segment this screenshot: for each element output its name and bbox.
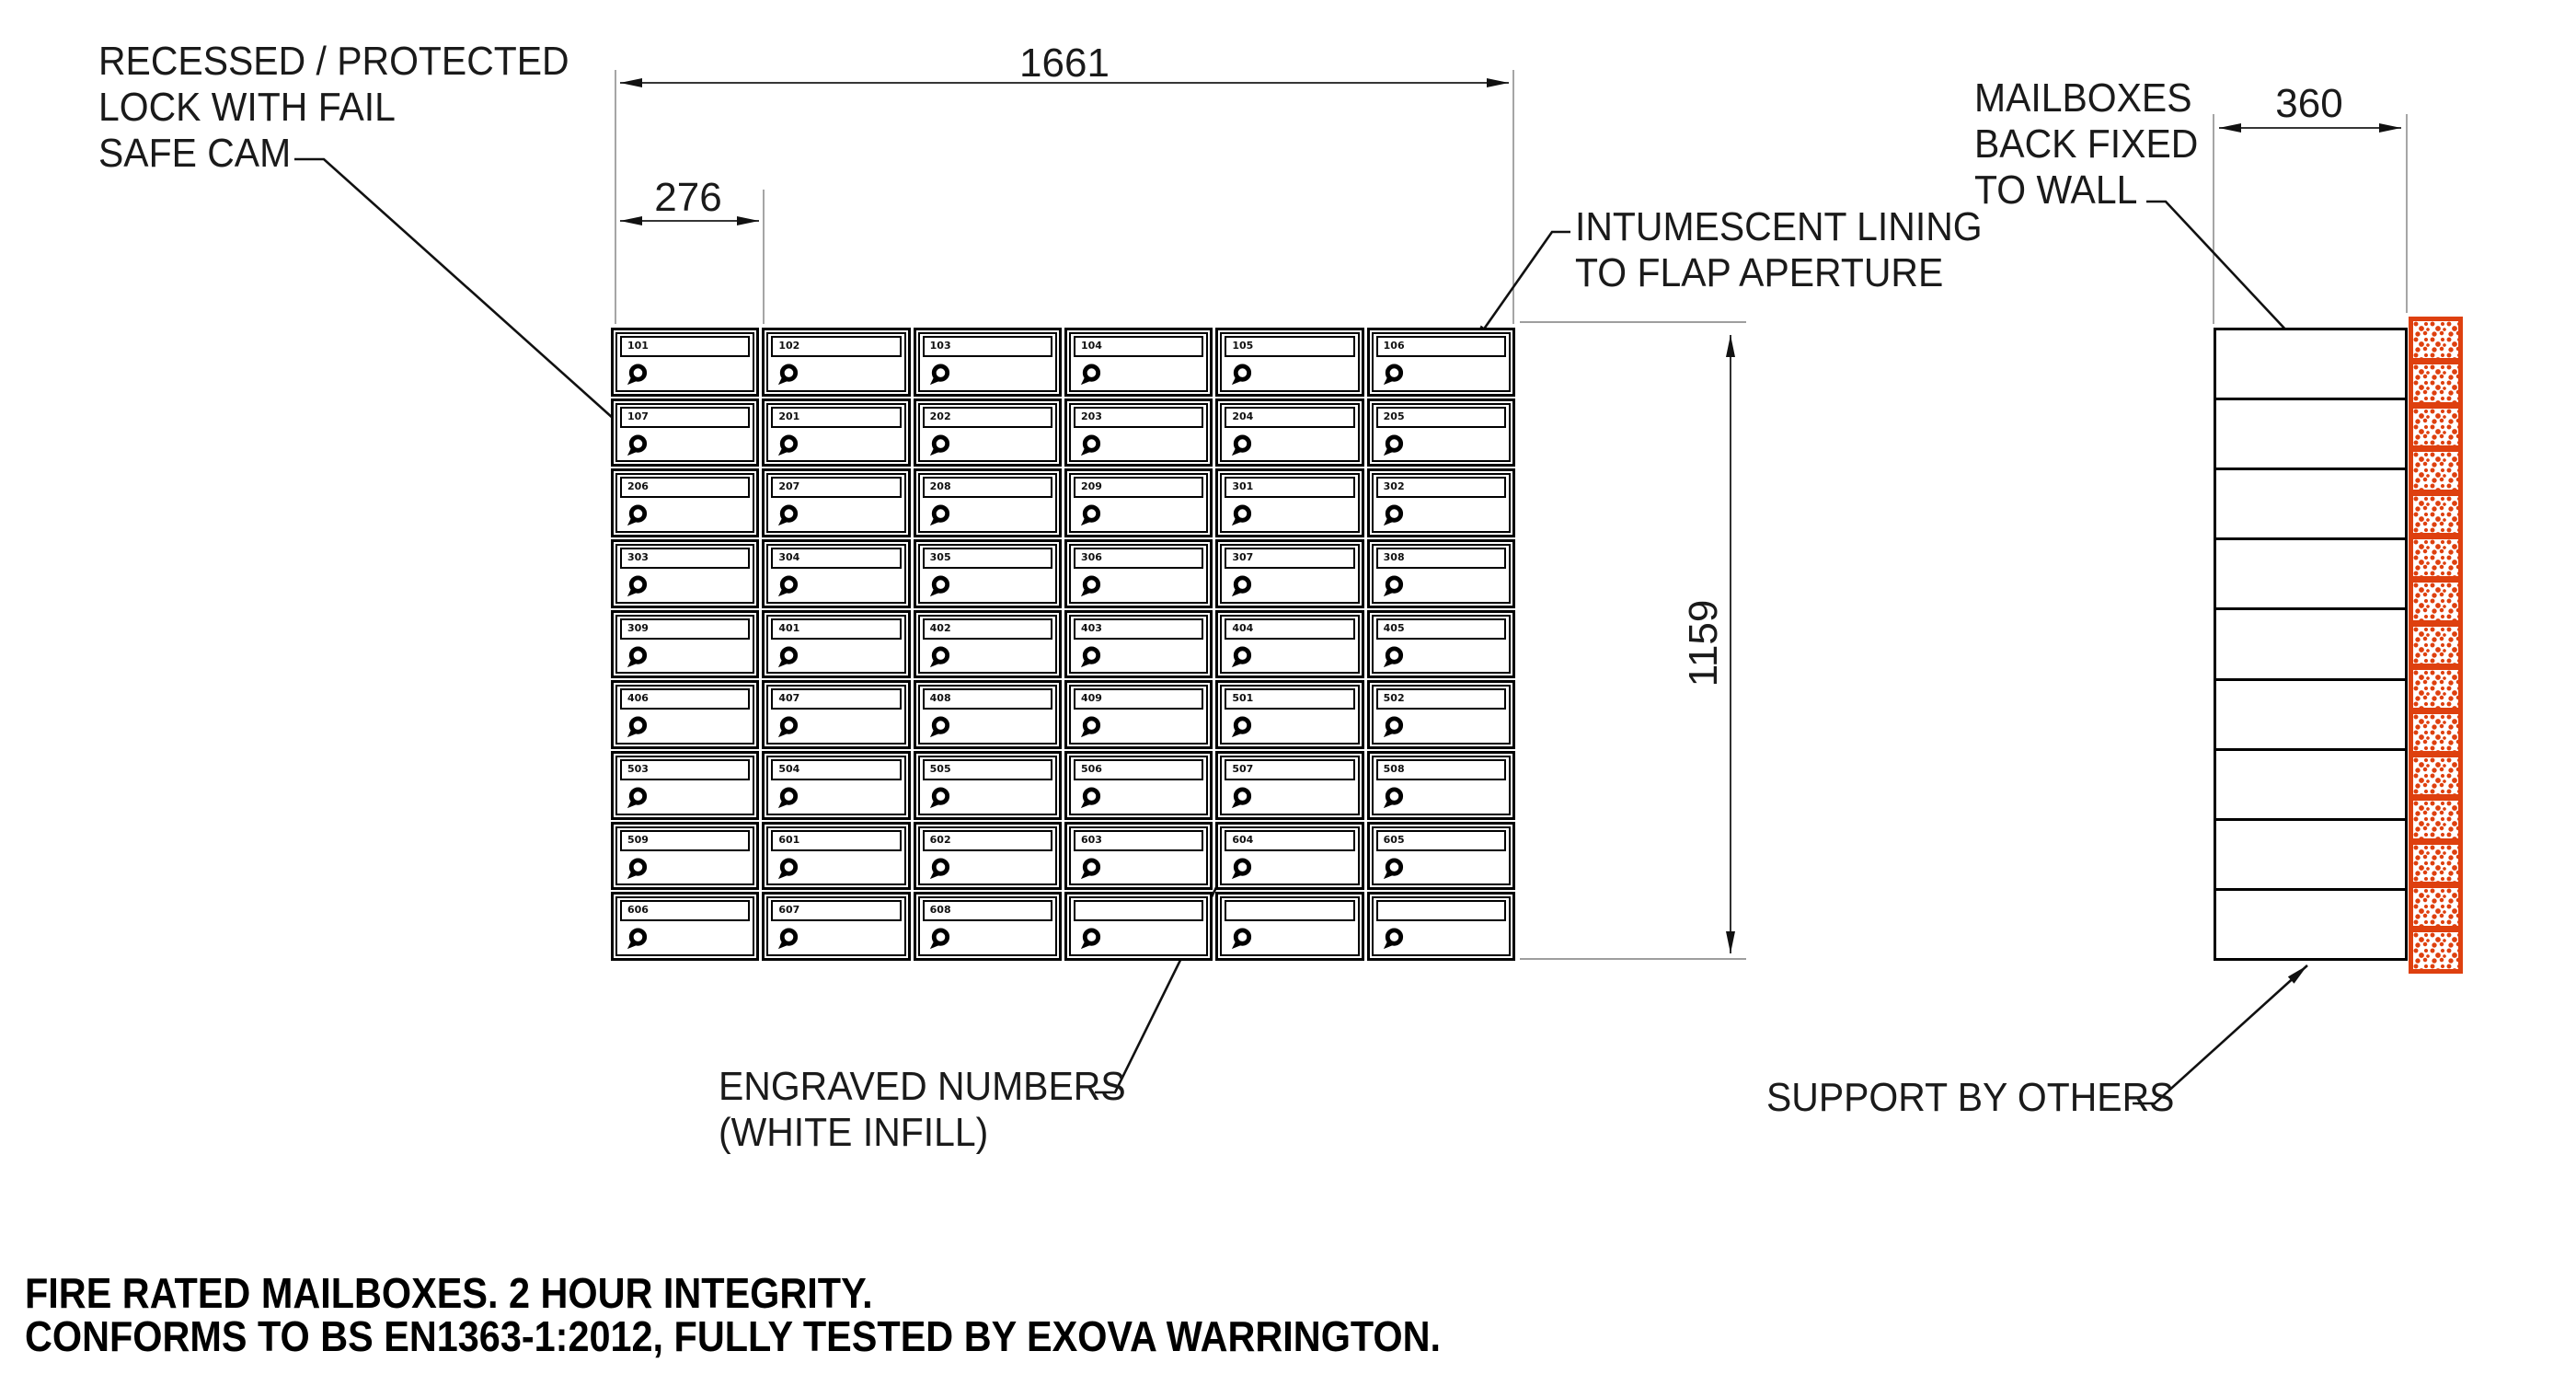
fire-rating-notes	[25, 1269, 1442, 1360]
mailbox-cell	[1064, 539, 1213, 608]
side-view-row	[2214, 328, 2408, 400]
mailbox-cell	[914, 610, 1062, 679]
mailbox-flap	[766, 403, 905, 463]
lock-icon	[1079, 716, 1102, 739]
leader-recessed-lock	[294, 159, 640, 443]
mailbox-flap	[918, 473, 1057, 533]
mailbox-cell	[611, 751, 759, 820]
mailbox-flap	[918, 403, 1057, 463]
mailbox-cell	[611, 398, 759, 468]
lock-icon	[776, 504, 799, 527]
mailbox-number-plate: 409	[1074, 688, 1203, 710]
intumescent-segment	[2413, 583, 2458, 619]
mailbox-number-plate: 602	[923, 830, 1052, 851]
mailbox-cell	[1367, 539, 1515, 608]
mailbox-number-plate: 101	[620, 336, 750, 357]
dim-value-unit-width: 276	[654, 175, 722, 220]
side-view-row	[2214, 537, 2408, 610]
mailbox-cell	[914, 822, 1062, 891]
lock-icon	[626, 504, 649, 527]
dim-value-overall-height: 1159	[1681, 599, 1726, 687]
side-view-row	[2214, 748, 2408, 821]
mailbox-flap	[1069, 896, 1208, 956]
mailbox-flap	[766, 332, 905, 392]
mailbox-cell	[1064, 892, 1213, 961]
mailbox-number-plate: 405	[1376, 618, 1506, 640]
lock-icon	[1079, 504, 1102, 527]
label-line: RECESSED / PROTECTED	[98, 39, 569, 84]
intumescent-segment	[2413, 888, 2458, 925]
mailbox-cell	[914, 468, 1062, 537]
mailbox-cell	[1064, 680, 1213, 749]
mailbox-number-plate: 504	[771, 759, 901, 780]
intumescent-strip	[2409, 317, 2463, 974]
mailbox-number-plate: 107	[620, 407, 750, 428]
mailbox-cell	[1367, 328, 1515, 397]
mailbox-flap	[918, 896, 1057, 956]
side-elevation	[2214, 328, 2408, 961]
label-line: BACK FIXED	[1974, 121, 2199, 167]
lock-icon	[928, 364, 951, 387]
intumescent-segment	[2413, 627, 2458, 664]
mailbox-cell	[1215, 328, 1363, 397]
mailbox-number-plate: 104	[1074, 336, 1203, 357]
intumescent-segment	[2413, 932, 2458, 969]
intumescent-segment	[2413, 801, 2458, 837]
mailbox-flap	[918, 685, 1057, 745]
lock-icon	[776, 716, 799, 739]
mailbox-cell	[762, 398, 910, 468]
label-support-by-others: SUPPORT BY OTHERS	[1766, 1075, 2175, 1120]
mailbox-flap	[1069, 685, 1208, 745]
mailbox-flap	[918, 826, 1057, 886]
intumescent-segment	[2413, 845, 2458, 882]
lock-icon	[1382, 716, 1405, 739]
intumescent-segment	[2413, 409, 2458, 445]
side-view-row	[2214, 888, 2408, 961]
mailbox-flap	[1069, 403, 1208, 463]
mailbox-number-plate: 205	[1376, 407, 1506, 428]
lock-icon	[928, 858, 951, 881]
lock-icon	[1382, 928, 1405, 951]
mailbox-flap	[918, 544, 1057, 604]
mailbox-cell	[611, 468, 759, 537]
mailbox-number-plate: 406	[620, 688, 750, 710]
mailbox-cell	[1215, 680, 1363, 749]
mailbox-cell	[762, 468, 910, 537]
mailbox-number-plate: 306	[1074, 548, 1203, 569]
mailbox-cell	[611, 892, 759, 961]
mailbox-cell	[1064, 751, 1213, 820]
intumescent-segment	[2413, 452, 2458, 489]
mailbox-cell	[1367, 751, 1515, 820]
note-line: FIRE RATED MAILBOXES. 2 HOUR INTEGRITY.	[25, 1269, 873, 1317]
mailbox-cell	[611, 610, 759, 679]
lock-icon	[776, 928, 799, 951]
lock-icon	[776, 575, 799, 598]
label-line: TO WALL	[1974, 167, 2138, 213]
mailbox-number-plate: 604	[1225, 830, 1354, 851]
lock-icon	[776, 364, 799, 387]
mailbox-number-plate: 408	[923, 688, 1052, 710]
side-view-row	[2214, 818, 2408, 891]
lock-icon	[626, 646, 649, 669]
mailbox-number-plate: 303	[620, 548, 750, 569]
lock-icon	[928, 575, 951, 598]
mailbox-cell	[1367, 822, 1515, 891]
lock-icon	[1079, 434, 1102, 457]
mailbox-flap	[615, 826, 754, 886]
mailbox-flap	[1372, 332, 1511, 392]
mailbox-number-plate	[1225, 900, 1354, 921]
lock-icon	[1230, 787, 1253, 810]
lock-icon	[1382, 434, 1405, 457]
label-back-fixed	[1974, 75, 2198, 214]
lock-icon	[1079, 787, 1102, 810]
mailbox-number-plate: 601	[771, 830, 901, 851]
lock-icon	[1079, 364, 1102, 387]
mailbox-cell	[914, 328, 1062, 397]
mailbox-flap	[766, 473, 905, 533]
mailbox-flap	[615, 896, 754, 956]
mailbox-cell	[762, 822, 910, 891]
mailbox-cell	[1215, 468, 1363, 537]
mailbox-cell	[1215, 539, 1363, 608]
mailbox-cell	[1215, 610, 1363, 679]
lock-icon	[1382, 504, 1405, 527]
lock-icon	[626, 858, 649, 881]
mailbox-cell	[762, 328, 910, 397]
mailbox-number-plate: 606	[620, 900, 750, 921]
mailbox-number-plate: 505	[923, 759, 1052, 780]
lock-icon	[776, 434, 799, 457]
mailbox-flap	[615, 332, 754, 392]
mailbox-cell	[914, 539, 1062, 608]
label-line: ENGRAVED NUMBERS	[719, 1064, 1126, 1109]
mailbox-number-plate: 301	[1225, 477, 1354, 498]
mailbox-flap	[766, 756, 905, 815]
mailbox-flap	[766, 615, 905, 675]
mailbox-number-plate: 503	[620, 759, 750, 780]
lock-icon	[626, 928, 649, 951]
label-line: INTUMESCENT LINING	[1575, 204, 1983, 249]
side-view-row	[2214, 398, 2408, 470]
lock-icon	[1230, 858, 1253, 881]
mailbox-cell	[762, 680, 910, 749]
mailbox-cell	[1064, 610, 1213, 679]
lock-icon	[1382, 646, 1405, 669]
side-view-row	[2214, 678, 2408, 751]
mailbox-number-plate: 603	[1074, 830, 1203, 851]
mailbox-number-plate: 402	[923, 618, 1052, 640]
intumescent-segment	[2413, 714, 2458, 751]
mailbox-cell	[1064, 328, 1213, 397]
mailbox-cell	[1064, 822, 1213, 891]
mailbox-number-plate: 508	[1376, 759, 1506, 780]
lock-icon	[1230, 434, 1253, 457]
mailbox-flap	[1069, 544, 1208, 604]
lock-icon	[1230, 646, 1253, 669]
mailbox-cell	[914, 398, 1062, 468]
mailbox-number-plate: 507	[1225, 759, 1354, 780]
mailbox-flap	[1220, 826, 1359, 886]
lock-icon	[1230, 716, 1253, 739]
mailbox-number-plate: 103	[923, 336, 1052, 357]
mailbox-cell	[1367, 468, 1515, 537]
mailbox-flap	[1220, 403, 1359, 463]
mailbox-cell	[914, 751, 1062, 820]
lock-icon	[626, 716, 649, 739]
intumescent-segment	[2413, 321, 2458, 358]
intumescent-segment	[2413, 496, 2458, 533]
lock-icon	[928, 716, 951, 739]
mailbox-flap	[1069, 826, 1208, 886]
mailbox-cell	[762, 610, 910, 679]
mailbox-cell	[1215, 892, 1363, 961]
lock-icon	[928, 504, 951, 527]
mailbox-flap	[1372, 756, 1511, 815]
mailbox-number-plate: 203	[1074, 407, 1203, 428]
mailbox-cell	[762, 892, 910, 961]
lock-icon	[928, 646, 951, 669]
intumescent-segment	[2413, 757, 2458, 794]
mailbox-flap	[766, 544, 905, 604]
label-line: (WHITE INFILL)	[719, 1110, 989, 1155]
mailbox-flap	[1220, 473, 1359, 533]
lock-icon	[776, 787, 799, 810]
lock-icon	[1382, 787, 1405, 810]
lock-icon	[1382, 575, 1405, 598]
mailbox-flap	[1372, 544, 1511, 604]
label-line: MAILBOXES	[1974, 75, 2192, 121]
mailbox-cell	[1367, 680, 1515, 749]
mailbox-flap	[615, 473, 754, 533]
dim-value-overall-width: 1661	[1019, 40, 1110, 86]
mailbox-number-plate: 309	[620, 618, 750, 640]
mailbox-flap	[1220, 756, 1359, 815]
dim-value-depth: 360	[2275, 81, 2343, 126]
mailbox-flap	[615, 544, 754, 604]
mailbox-cell	[914, 892, 1062, 961]
mailbox-flap	[615, 756, 754, 815]
mailbox-cell	[762, 751, 910, 820]
label-line: TO FLAP APERTURE	[1575, 250, 1944, 295]
mailbox-cell	[1215, 751, 1363, 820]
lock-icon	[928, 434, 951, 457]
mailbox-number-plate: 509	[620, 830, 750, 851]
label-intumescent	[1575, 204, 1983, 296]
lock-icon	[626, 787, 649, 810]
mailbox-flap	[615, 615, 754, 675]
mailbox-number-plate: 605	[1376, 830, 1506, 851]
mailbox-number-plate	[1074, 900, 1203, 921]
mailbox-number-plate: 502	[1376, 688, 1506, 710]
lock-icon	[1230, 575, 1253, 598]
mailbox-number-plate: 102	[771, 336, 901, 357]
lock-icon	[1079, 858, 1102, 881]
label-engraved-numbers	[719, 1064, 1126, 1156]
mailbox-cell	[1064, 398, 1213, 468]
mailbox-cell	[611, 822, 759, 891]
mailbox-cell	[1367, 610, 1515, 679]
mailbox-flap	[1220, 896, 1359, 956]
mailbox-flap	[1220, 332, 1359, 392]
mailbox-number-plate: 307	[1225, 548, 1354, 569]
mailbox-flap	[1372, 896, 1511, 956]
mailbox-flap	[1372, 826, 1511, 886]
mailbox-flap	[1372, 473, 1511, 533]
mailbox-cell	[611, 680, 759, 749]
lock-icon	[626, 434, 649, 457]
mailbox-cell	[762, 539, 910, 608]
mailbox-number-plate: 204	[1225, 407, 1354, 428]
mailbox-cell	[914, 680, 1062, 749]
lock-icon	[1079, 575, 1102, 598]
mailbox-number-plate: 105	[1225, 336, 1354, 357]
mailbox-number-plate: 304	[771, 548, 901, 569]
mailbox-cell	[1215, 398, 1363, 468]
lock-icon	[1382, 364, 1405, 387]
mailbox-number-plate: 308	[1376, 548, 1506, 569]
label-line: LOCK WITH FAIL	[98, 85, 396, 130]
mailbox-flap	[1069, 615, 1208, 675]
mailbox-flap	[1372, 403, 1511, 463]
mailbox-flap	[1069, 332, 1208, 392]
lock-icon	[1230, 364, 1253, 387]
mailbox-flap	[766, 685, 905, 745]
mailbox-flap	[1069, 473, 1208, 533]
intumescent-segment	[2413, 539, 2458, 576]
mailbox-number-plate: 106	[1376, 336, 1506, 357]
mailbox-flap	[615, 403, 754, 463]
mailbox-flap	[1220, 544, 1359, 604]
mailbox-cell	[611, 328, 759, 397]
mailbox-number-plate: 404	[1225, 618, 1354, 640]
mailbox-flap	[615, 685, 754, 745]
mailbox-number-plate: 407	[771, 688, 901, 710]
mailbox-flap	[1220, 685, 1359, 745]
mailbox-number-plate: 501	[1225, 688, 1354, 710]
mailbox-cell	[611, 539, 759, 608]
mailbox-cell	[1215, 822, 1363, 891]
lock-icon	[1230, 928, 1253, 951]
lock-icon	[776, 858, 799, 881]
lock-icon	[1079, 928, 1102, 951]
label-line: SAFE CAM	[98, 131, 292, 176]
intumescent-segment	[2413, 364, 2458, 401]
lock-icon	[1079, 646, 1102, 669]
mailbox-flap	[1372, 615, 1511, 675]
lock-icon	[928, 928, 951, 951]
mailbox-number-plate: 207	[771, 477, 901, 498]
mailbox-number-plate: 201	[771, 407, 901, 428]
side-view-row	[2214, 607, 2408, 680]
mailbox-flap	[1069, 756, 1208, 815]
mailbox-cell	[1064, 468, 1213, 537]
mailbox-number-plate: 403	[1074, 618, 1203, 640]
note-line: CONFORMS TO BS EN1363-1:2012, FULLY TESTED BY EXOVA WARRINGTON.	[25, 1312, 1442, 1360]
mailbox-number-plate: 608	[923, 900, 1052, 921]
mailbox-flap	[918, 756, 1057, 815]
mailbox-flap	[1220, 615, 1359, 675]
mailbox-number-plate: 206	[620, 477, 750, 498]
mailbox-number-plate	[1376, 900, 1506, 921]
mailbox-number-plate: 302	[1376, 477, 1506, 498]
mailbox-flap	[918, 615, 1057, 675]
lock-icon	[928, 787, 951, 810]
intumescent-segment	[2413, 670, 2458, 707]
mailbox-cell	[1367, 398, 1515, 468]
lock-icon	[776, 646, 799, 669]
mailbox-cell	[1367, 892, 1515, 961]
mailbox-flap	[1372, 685, 1511, 745]
lock-icon	[1382, 858, 1405, 881]
lock-icon	[1230, 504, 1253, 527]
mailbox-number-plate: 607	[771, 900, 901, 921]
mailbox-number-plate: 202	[923, 407, 1052, 428]
front-elevation-grid	[611, 328, 1515, 961]
lock-icon	[626, 575, 649, 598]
mailbox-number-plate: 209	[1074, 477, 1203, 498]
lock-icon	[626, 364, 649, 387]
mailbox-number-plate: 401	[771, 618, 901, 640]
mailbox-flap	[766, 896, 905, 956]
mailbox-number-plate: 305	[923, 548, 1052, 569]
mailbox-number-plate: 506	[1074, 759, 1203, 780]
mailbox-number-plate: 208	[923, 477, 1052, 498]
mailbox-flap	[766, 826, 905, 886]
side-view-row	[2214, 468, 2408, 540]
mailbox-flap	[918, 332, 1057, 392]
label-recessed-lock	[98, 39, 569, 177]
